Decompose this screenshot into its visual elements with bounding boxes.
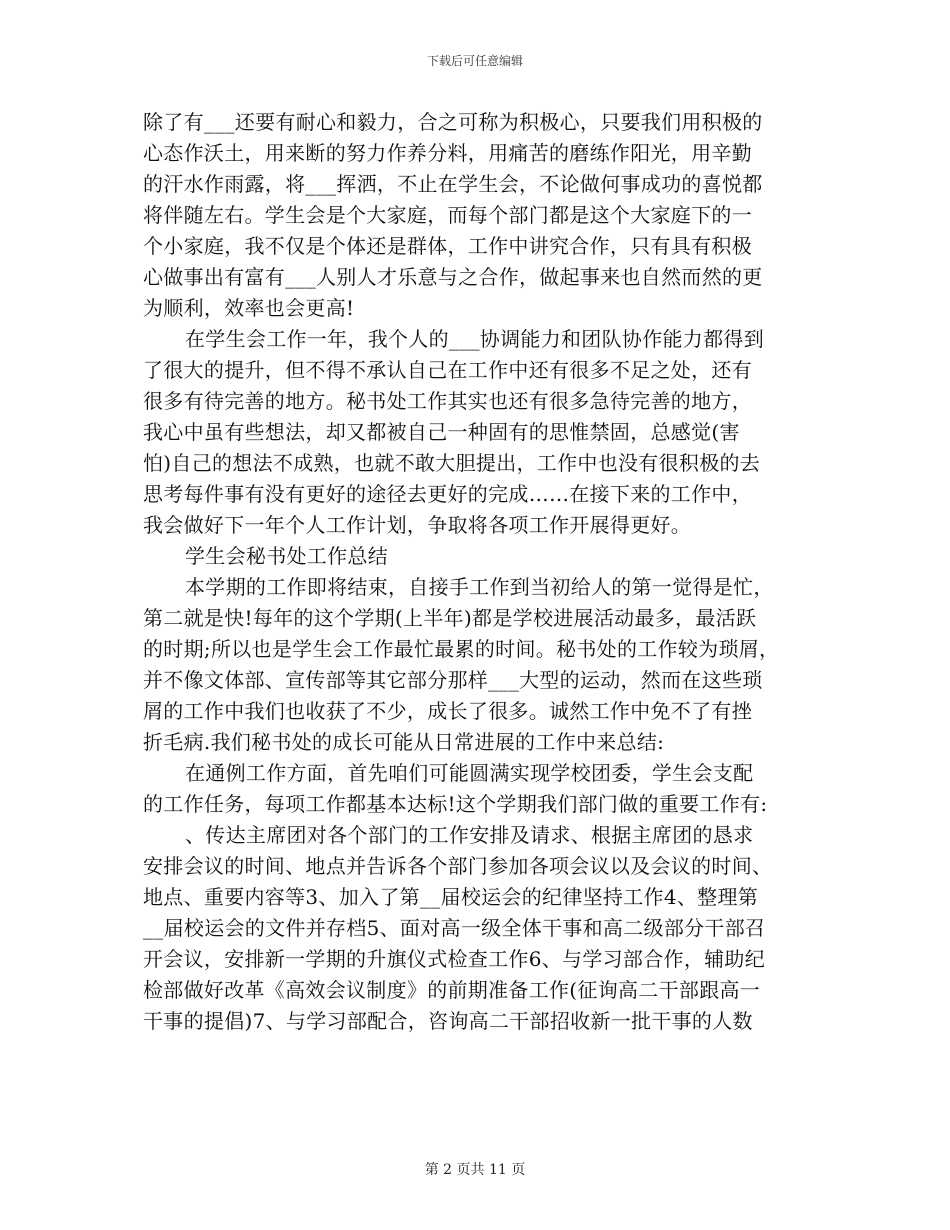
text-line: 为顺利，效率也会更高! bbox=[143, 296, 355, 320]
paragraph-start-line: 在学生会工作一年，我个人的___协调能力和团队协作能力都得到 bbox=[185, 327, 764, 351]
text-line: 开会议，安排新一学期的升旗仪式检查工作6、与学习部合作，辅助纪 bbox=[143, 947, 766, 971]
text-line: 个小家庭，我不仅是个体还是群体，工作中讲究合作，只有具有积极 bbox=[143, 234, 752, 258]
text-line: 我会做好下一年个人工作计划，争取将各项工作开展得更好。 bbox=[143, 513, 692, 537]
paragraph-start-line: 本学期的工作即将结束，自接手工作到当初给人的第一觉得是忙， bbox=[185, 575, 774, 599]
text-line: 折毛病.我们秘书处的成长可能从日常进展的工作中来总结: bbox=[143, 730, 665, 754]
text-line: 干事的提倡)7、与学习部配合，咨询高二干部招收新一批干事的人数 bbox=[143, 1009, 753, 1033]
page-number: 第 2 页共 11 页 bbox=[424, 1162, 526, 1178]
text-line: 的工作任务，每项工作都基本达标!这个学期我们部门做的重要工作有: bbox=[143, 792, 768, 816]
text-line: 了很大的提升，但不得不承认自己在工作中还有很多不足之处，还有 bbox=[143, 358, 752, 382]
paragraph-start-line: 在通例工作方面，首先咱们可能圆满实现学校团委，学生会支配 bbox=[185, 761, 754, 785]
text-line: 第二就是快!每年的这个学期(上半年)都是学校进展活动最多，最活跃 bbox=[143, 606, 757, 630]
text-line: 心态作沃土，用来断的努力作养分料，用痛苦的磨练作阳光，用辛勤 bbox=[143, 141, 752, 165]
text-line: 屑的工作中我们也收获了不少，成长了很多。诚然工作中免不了有挫 bbox=[143, 699, 752, 723]
section-title: 学生会秘书处工作总结 bbox=[185, 544, 388, 568]
document-body bbox=[143, 107, 813, 1037]
paragraph-start-line: 、传达主席团对各个部门的工作安排及请求、根据主席团的恳求 bbox=[185, 823, 754, 847]
text-line: 除了有___还要有耐心和毅力，合之可称为积极心，只要我们用积极的 bbox=[143, 110, 763, 134]
text-line: 安排会议的时间、地点并告诉各个部门参加各项会议以及会议的时间、 bbox=[143, 854, 773, 878]
text-line: 怕)自己的想法不成熟，也就不敢大胆提出，工作中也没有很积极的去 bbox=[143, 451, 761, 475]
page-header: 下载后可任意编辑 bbox=[426, 54, 523, 68]
text-line: 思考每件事有没有更好的途径去更好的完成……在接下来的工作中， bbox=[143, 482, 752, 506]
text-line: 的汗水作雨露，将___挥洒，不止在学生会，不论做何事成功的喜悦都 bbox=[143, 172, 763, 196]
text-line: 检部做好改革《高效会议制度》的前期准备工作(征询高二干部跟高一 bbox=[143, 978, 761, 1002]
text-line: 心做事出有富有___人别人才乐意与之合作，做起事来也自然而然的更 bbox=[143, 265, 763, 289]
text-line: __届校运会的文件并存档5、面对高一级全体干事和高二级部分干部召 bbox=[143, 916, 766, 940]
text-line: 地点、重要内容等3、加入了第__届校运会的纪律坚持工作4、整理第 bbox=[143, 885, 759, 909]
text-line: 我心中虽有些想法，却又都被自己一种固有的思惟禁固，总感觉(害 bbox=[143, 420, 740, 444]
text-line: 的时期;所以也是学生会工作最忙最累的时间。秘书处的工作较为琐屑， bbox=[143, 637, 780, 661]
text-line: 很多有待完善的地方。秘书处工作其实也还有很多急待完善的地方， bbox=[143, 389, 752, 413]
text-line: 将伴随左右。学生会是个大家庭，而每个部门都是这个大家庭下的一 bbox=[143, 203, 752, 227]
text-line: 并不像文体部、宣传部等其它部分那样___大型的运动，然而在这些琐 bbox=[143, 668, 763, 692]
